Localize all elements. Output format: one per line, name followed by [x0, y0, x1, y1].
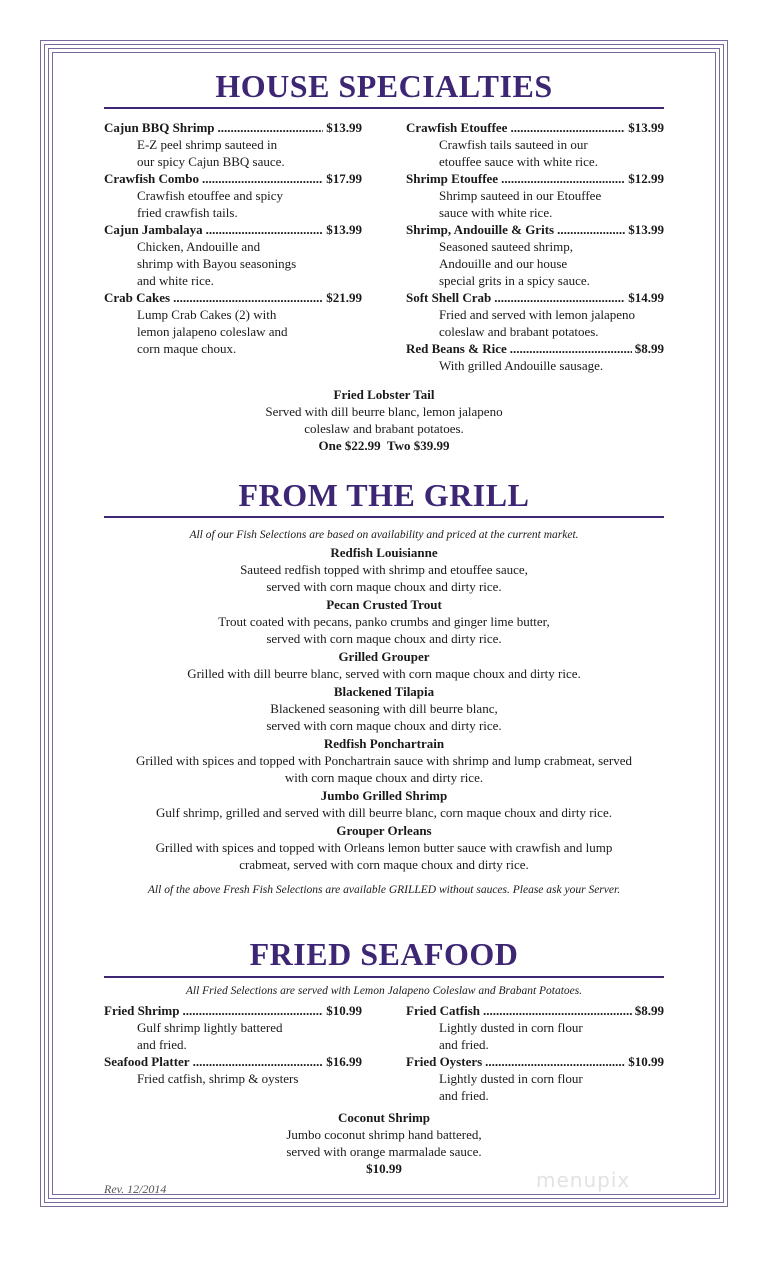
item-desc: [104, 238, 362, 289]
menu-item-crab-cakes: [104, 289, 362, 357]
item-name: Redfish Louisianne: [330, 545, 438, 560]
menu-item-pecan-crusted-trout: [104, 596, 664, 647]
item-name: Red Beans & Rice: [406, 341, 507, 356]
fried-seafood-heading: FRIED SEAFOOD: [249, 936, 519, 972]
house-specialties-rule: [104, 107, 664, 109]
menu-item-shrimp-etouffee: [406, 170, 664, 221]
item-name: Cajun BBQ Shrimp: [104, 120, 215, 135]
item-price: $8.99: [634, 1003, 664, 1018]
desc-line: served with corn maque choux and dirty rice.: [266, 631, 502, 646]
menu-item-crawfish-etouffee: [406, 119, 664, 170]
desc-line: Served with dill beurre blanc, lemon jalapeno: [265, 404, 503, 419]
fried-note: All Fried Selections are served with Lemon Jalapeno Coleslaw and Brabant Potatoes.: [185, 985, 583, 997]
desc-line: Seasoned sauteed shrimp,: [439, 239, 573, 254]
item-price: $21.99: [326, 290, 362, 305]
desc-line: Fried and served with lemon jalapeno: [439, 307, 636, 322]
menu-item-coconut-shrimp: [104, 1109, 664, 1177]
desc-line: Grilled with spices and topped with Orleans lemon butter sauce with crawfish and lump: [155, 840, 613, 855]
revision-date: Rev. 12/2014: [104, 1182, 167, 1196]
fried-left-column: [104, 1002, 362, 1087]
menu-item-redfish-louisianne: [104, 544, 664, 595]
item-price: One $22.99 Two $39.99: [318, 438, 450, 453]
item-desc: [406, 187, 664, 221]
desc-line: Gulf shrimp, grilled and served with dill beurre blanc, corn maque choux and dirty rice.: [156, 805, 612, 820]
desc-line: Blackened seasoning with dill beurre blanc,: [270, 701, 498, 716]
grill-section: [104, 527, 664, 899]
item-name: Fried Catfish: [406, 1003, 481, 1018]
item-desc: [104, 187, 362, 221]
desc-line: Lightly dusted in corn flour: [439, 1020, 583, 1035]
item-name: Fried Oysters: [406, 1054, 483, 1069]
leader-dots: [202, 170, 323, 187]
from-the-grill-rule: [104, 516, 664, 518]
desc-line: sauce with white rice.: [439, 205, 553, 220]
item-desc: [406, 1070, 664, 1104]
item-desc: [104, 1019, 362, 1053]
desc-line: Gulf shrimp lightly battered: [137, 1020, 283, 1035]
desc-line: Chicken, Andouille and: [137, 239, 261, 254]
desc-line: served with orange marmalade sauce.: [286, 1144, 482, 1159]
desc-line: crabmeat, served with corn maque choux and dirty rice.: [239, 857, 529, 872]
leader-dots: [485, 1053, 625, 1070]
menu-item-jumbo-grilled-shrimp: [104, 787, 664, 821]
desc-line: Crawfish etouffee and spicy: [137, 188, 283, 203]
desc-line: special grits in a spicy sauce.: [439, 273, 590, 288]
item-desc: [406, 357, 664, 374]
menu-item-cajun-bbq-shrimp: [104, 119, 362, 170]
from-the-grill-heading: FROM THE GRILL: [238, 477, 530, 513]
leader-dots: [182, 1002, 323, 1019]
menu-item-soft-shell-crab: [406, 289, 664, 340]
desc-line: Jumbo coconut shrimp hand battered,: [286, 1127, 482, 1142]
house-right-column: [406, 119, 664, 374]
item-name: Crab Cakes: [104, 290, 171, 305]
desc-line: shrimp with Bayou seasonings: [137, 256, 297, 271]
desc-line: corn maque choux.: [137, 341, 237, 356]
item-price: $13.99: [628, 222, 664, 237]
desc-line: our spicy Cajun BBQ sauce.: [137, 154, 285, 169]
house-left-column: [104, 119, 362, 357]
desc-line: served with corn maque choux and dirty rice.: [266, 579, 502, 594]
desc-line: Andouille and our house: [439, 256, 568, 271]
desc-line: Lump Crab Cakes (2) with: [137, 307, 277, 322]
desc-line: and white rice.: [137, 273, 214, 288]
menu-item-seafood-platter: [104, 1053, 362, 1087]
item-name: Crawfish Combo: [104, 171, 199, 186]
item-name: Blackened Tilapia: [333, 684, 435, 699]
item-name: Redfish Ponchartrain: [323, 736, 445, 751]
menu-item-blackened-tilapia: [104, 683, 664, 734]
menu-item-cajun-jambalaya: [104, 221, 362, 289]
item-name: Crawfish Etouffee: [406, 120, 508, 135]
item-desc: [104, 1070, 362, 1087]
menu-item-fried-shrimp: [104, 1002, 362, 1053]
leader-dots: [494, 289, 625, 306]
item-name: Shrimp Etouffee: [406, 171, 499, 186]
desc-line: Lightly dusted in corn flour: [439, 1071, 583, 1086]
item-desc: [406, 136, 664, 170]
desc-line: Fried catfish, shrimp & oysters: [137, 1071, 299, 1086]
menu-item-fried-catfish: [406, 1002, 664, 1053]
item-desc: [104, 306, 362, 357]
fried-right-column: [406, 1002, 664, 1104]
item-desc: [406, 1019, 664, 1053]
menu-item-fried-oysters: [406, 1053, 664, 1104]
desc-line: coleslaw and brabant potatoes.: [304, 421, 464, 436]
desc-line: Sauteed redfish topped with shrimp and etouffee sauce,: [240, 562, 528, 577]
leader-dots: [483, 1002, 632, 1019]
desc-line: With grilled Andouille sausage.: [439, 358, 604, 373]
desc-line: coleslaw and brabant potatoes.: [439, 324, 599, 339]
menu-item-grilled-grouper: [104, 648, 664, 682]
item-price: $17.99: [326, 171, 362, 186]
leader-dots: [218, 119, 324, 136]
item-name: Jumbo Grilled Shrimp: [320, 788, 448, 803]
menu-item-redfish-ponchartrain: [104, 735, 664, 786]
item-price: $10.99: [366, 1161, 402, 1176]
leader-dots: [510, 119, 625, 136]
desc-line: and fried.: [439, 1037, 489, 1052]
item-name: Soft Shell Crab: [406, 290, 492, 305]
item-price: $10.99: [326, 1003, 362, 1018]
leader-dots: [206, 221, 324, 238]
menu-item-fried-lobster-tail: [104, 386, 664, 454]
item-desc: [406, 238, 664, 289]
grill-note: All of our Fish Selections are based on availability and priced at the current market.: [189, 529, 579, 541]
fried-seafood-rule: [104, 976, 664, 978]
grill-footnote: All of the above Fresh Fish Selections are available GRILLED without sauces. Please ask your Server.: [147, 884, 621, 896]
item-name: Seafood Platter: [104, 1054, 190, 1069]
item-price: $14.99: [628, 290, 664, 305]
desc-line: etouffee sauce with white rice.: [439, 154, 598, 169]
menu-item-grouper-orleans: [104, 822, 664, 873]
item-price: $10.99: [628, 1054, 664, 1069]
desc-line: and fried.: [439, 1088, 489, 1103]
item-name: Fried Lobster Tail: [333, 387, 435, 402]
item-name: Pecan Crusted Trout: [326, 597, 442, 612]
leader-dots: [193, 1053, 324, 1070]
item-price: $13.99: [628, 120, 664, 135]
menu-item-shrimp-andouille-grits: [406, 221, 664, 289]
item-name: Cajun Jambalaya: [104, 222, 203, 237]
fried-note-block: [104, 983, 664, 1000]
item-desc: [406, 306, 664, 340]
item-price: $13.99: [326, 120, 362, 135]
item-price: $16.99: [326, 1054, 362, 1069]
leader-dots: [173, 289, 323, 306]
item-name: Grilled Grouper: [338, 649, 430, 664]
menu-item-red-beans-rice: [406, 340, 664, 374]
item-name: Coconut Shrimp: [337, 1110, 431, 1125]
item-name: Grouper Orleans: [336, 823, 432, 838]
item-price: $8.99: [634, 341, 664, 356]
desc-line: and fried.: [137, 1037, 187, 1052]
desc-line: with corn maque choux and dirty rice.: [284, 770, 484, 785]
desc-line: Grilled with dill beurre blanc, served with corn maque choux and dirty rice.: [187, 666, 581, 681]
item-price: $12.99: [628, 171, 664, 186]
leader-dots: [501, 170, 625, 187]
item-name: Shrimp, Andouille & Grits: [406, 222, 555, 237]
desc-line: fried crawfish tails.: [137, 205, 238, 220]
desc-line: Grilled with spices and topped with Ponchartrain sauce with shrimp and lump crabmeat, served: [135, 753, 633, 768]
item-desc: [104, 136, 362, 170]
desc-line: served with corn maque choux and dirty rice.: [266, 718, 502, 733]
desc-line: Trout coated with pecans, panko crumbs and ginger lime butter,: [218, 614, 550, 629]
menu-item-crawfish-combo: [104, 170, 362, 221]
desc-line: lemon jalapeno coleslaw and: [137, 324, 288, 339]
desc-line: E-Z peel shrimp sauteed in: [137, 137, 278, 152]
leader-dots: [510, 340, 632, 357]
item-price: $13.99: [326, 222, 362, 237]
house-specialties-heading: HOUSE SPECIALTIES: [215, 68, 553, 104]
desc-line: Shrimp sauteed in our Etouffee: [439, 188, 602, 203]
item-name: Fried Shrimp: [104, 1003, 180, 1018]
leader-dots: [557, 221, 625, 238]
menu-page: [104, 0, 664, 1265]
watermark-logo: menupix: [536, 1168, 631, 1192]
desc-line: Crawfish tails sauteed in our: [439, 137, 588, 152]
